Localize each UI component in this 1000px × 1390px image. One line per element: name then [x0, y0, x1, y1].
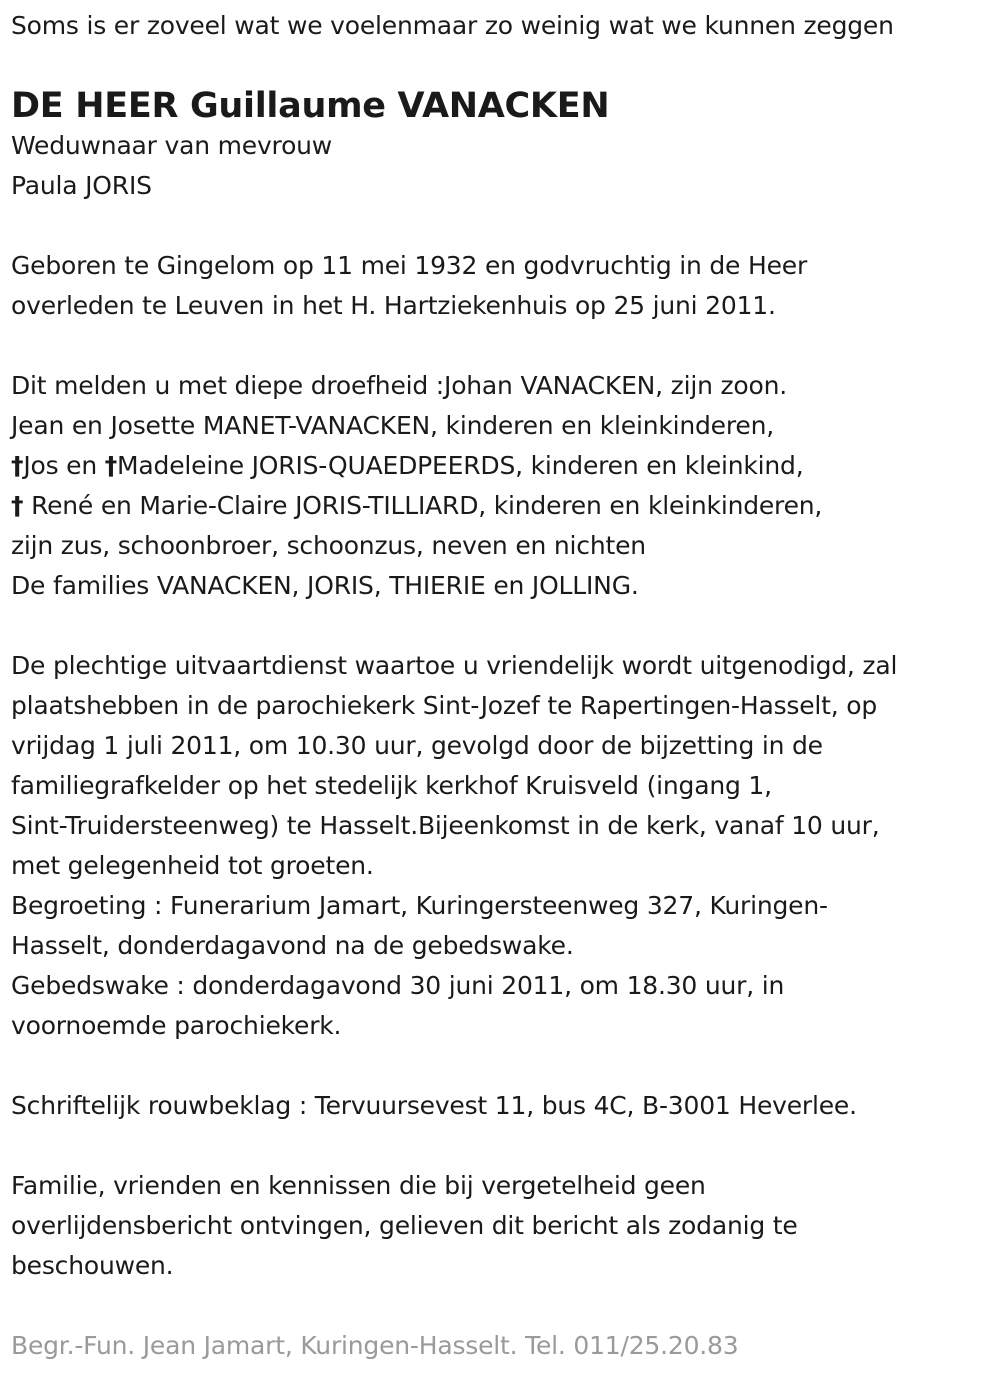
service-line: vrijdag 1 juli 2011, om 10.30 uur, gevolgd door de bijzetting in de: [11, 731, 823, 760]
notice-block: [11, 1166, 991, 1286]
notice-line: overlijdensbericht ontvingen, gelieven dit bericht als zodanig te: [11, 1211, 798, 1240]
spouse-line: Weduwnaar van mevrouw: [11, 131, 333, 160]
service-line: De plechtige uitvaartdienst waartoe u vriendelijk wordt uitgenodigd, zal: [11, 651, 898, 680]
condolence-address: Schriftelijk rouwbeklag : Tervuursevest 11, bus 4C, B-3001 Heverlee.: [11, 1091, 857, 1120]
cross-icon: †: [11, 451, 24, 480]
family-line: Dit melden u met diepe droefheid :Johan VANACKEN, zijn zoon.: [11, 371, 787, 400]
family-name-part: Madeleine JORIS-QUAEDPEERDS, kinderen en kleinkind,: [117, 451, 804, 480]
cross-icon: †: [11, 491, 24, 520]
spacer: [11, 1046, 991, 1086]
cross-icon: †: [104, 451, 118, 480]
birth-line: Geboren te Gingelom op 11 mei 1932 en godvruchtig in de Heer: [11, 251, 808, 280]
service-block: [11, 646, 991, 1046]
obituary-notice: [11, 6, 991, 1366]
spacer: [11, 326, 991, 366]
family-line-deceased-couple: [11, 446, 991, 486]
family-line: Jean en Josette MANET-VANACKEN, kinderen en kleinkinderen,: [11, 411, 774, 440]
funeral-home-footer: Begr.-Fun. Jean Jamart, Kuringen-Hasselt. Tel. 011/25.20.83: [11, 1331, 739, 1360]
notice-line: Familie, vrienden en kennissen die bij vergetelheid geen: [11, 1171, 706, 1200]
birth-death-block: [11, 246, 991, 326]
spouse-block: [11, 126, 991, 206]
service-line: met gelegenheid tot groeten.: [11, 851, 374, 880]
family-line: zijn zus, schoonbroer, schoonzus, neven en nichten: [11, 531, 646, 560]
service-line: Sint-Truidersteenweg) te Hasselt.Bijeenkomst in de kerk, vanaf 10 uur,: [11, 811, 880, 840]
family-line-deceased: [11, 486, 991, 526]
vigil-line: Gebedswake : donderdagavond 30 juni 2011, om 18.30 uur, in: [11, 971, 785, 1000]
spacer: [11, 1126, 991, 1166]
service-line: familiegrafkelder op het stedelijk kerkhof Kruisveld (ingang 1,: [11, 771, 772, 800]
spouse-name-line: Paula JORIS: [11, 171, 152, 200]
service-line: plaatshebben in de parochiekerk Sint-Jozef te Rapertingen-Hasselt, op: [11, 691, 878, 720]
visitation-line: Hasselt, donderdagavond na de gebedswake.: [11, 931, 574, 960]
death-line: overleden te Leuven in het H. Hartziekenhuis op 25 juni 2011.: [11, 291, 776, 320]
family-line: De families VANACKEN, JORIS, THIERIE en JOLLING.: [11, 571, 639, 600]
notice-line: beschouwen.: [11, 1251, 174, 1280]
spacer: [11, 1286, 991, 1326]
family-name-part: René en Marie-Claire JORIS-TILLIARD, kinderen en kleinkinderen,: [31, 491, 823, 520]
visitation-line: Begroeting : Funerarium Jamart, Kuringersteenweg 327, Kuringen-: [11, 891, 828, 920]
family-name-part: Jos en: [23, 451, 105, 480]
spacer: [11, 206, 991, 246]
vigil-line: voornoemde parochiekerk.: [11, 1011, 342, 1040]
spacer: [11, 606, 991, 646]
family-block: [11, 366, 991, 606]
deceased-name-title: DE HEER Guillaume VANACKEN: [11, 86, 610, 126]
motto: Soms is er zoveel wat we voelenmaar zo weinig wat we kunnen zeggen: [11, 11, 894, 40]
